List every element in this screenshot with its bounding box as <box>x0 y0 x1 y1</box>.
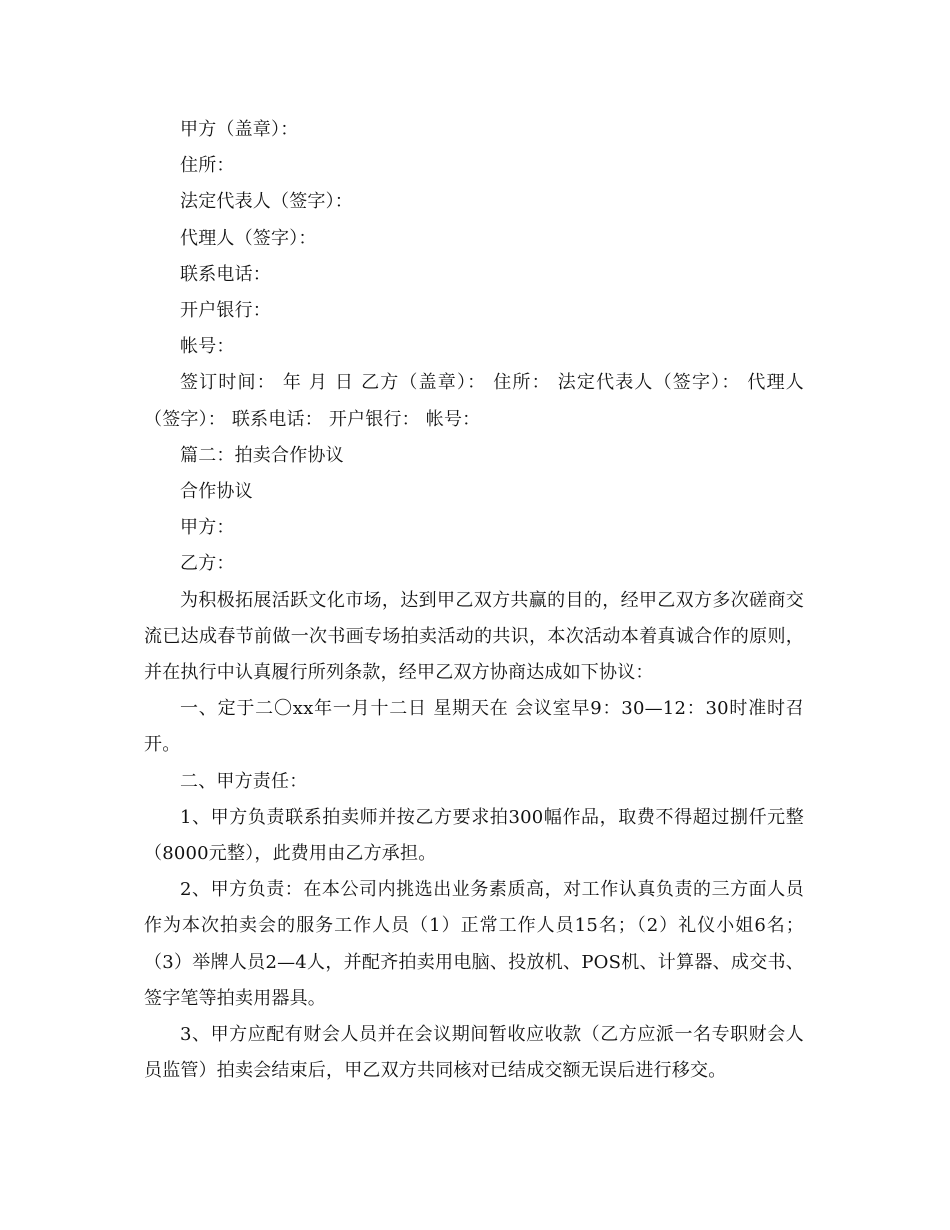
party-a-address-line: 住所： <box>180 155 235 177</box>
section-two-heading: 二、甲方责任： <box>180 770 308 792</box>
party-a-phone-line: 联系电话： <box>180 263 271 285</box>
clause-two-item-1: 1、甲方负责联系拍卖师并按乙方要求拍300幅作品，取费不得超过捌仟元整（8000元整），此费用由乙方承担。 <box>144 806 804 865</box>
party-a-agent-line: 代理人（签字）： <box>180 227 317 249</box>
party-a-legal-rep-line: 法定代表人（签字）： <box>180 191 353 213</box>
party-b-label: 乙方： <box>180 553 235 575</box>
preamble-paragraph: 为积极拓展活跃文化市场，达到甲乙双方共赢的目的，经甲乙双方多次磋商交流已达成春节前做一次书画专场拍卖活动的共识，本次活动本着真诚合作的原则，并在执行中认真履行所列条款，经甲乙双方协商达成如下协议： <box>144 589 804 684</box>
party-a-seal-line: 甲方（盖章）： <box>180 119 299 140</box>
document-body <box>144 112 804 1089</box>
clause-two-item-2: 2、甲方负责：在本公司内挑选出业务素质高，对工作认真负责的三方面人员作为本次拍卖会的服务工作人员（1）正常工作人员15名；（2）礼仪小姐6名；（3）举牌人员2—4人，并配齐拍卖用电脑、投放机、POS机、计算器、成交书、签字笔等拍卖用器具。 <box>144 879 804 1009</box>
party-a-account-line: 帐号： <box>180 336 235 358</box>
agreement-title: 合作协议 <box>180 481 253 503</box>
clause-one: 一、定于二〇xx年一月十二日 星期天在 会议室早9：30—12：30时准时召开。 <box>144 698 804 756</box>
party-a-bank-line: 开户银行： <box>180 300 271 322</box>
signing-date-party-b-block: 签订时间： 年 月 日 乙方（盖章）： 住所： 法定代表人（签字）： 代理人（签字）： 联系电话： 开户银行： 帐号： <box>144 372 804 430</box>
chapter-heading: 篇二：拍卖合作协议 <box>180 444 344 466</box>
party-a-label: 甲方： <box>180 517 235 539</box>
clause-two-item-3: 3、甲方应配有财会人员并在会议期间暂收应收款（乙方应派一名专职财会人员监管）拍卖会结束后，甲乙双方共同核对已结成交额无误后进行移交。 <box>144 1024 804 1082</box>
